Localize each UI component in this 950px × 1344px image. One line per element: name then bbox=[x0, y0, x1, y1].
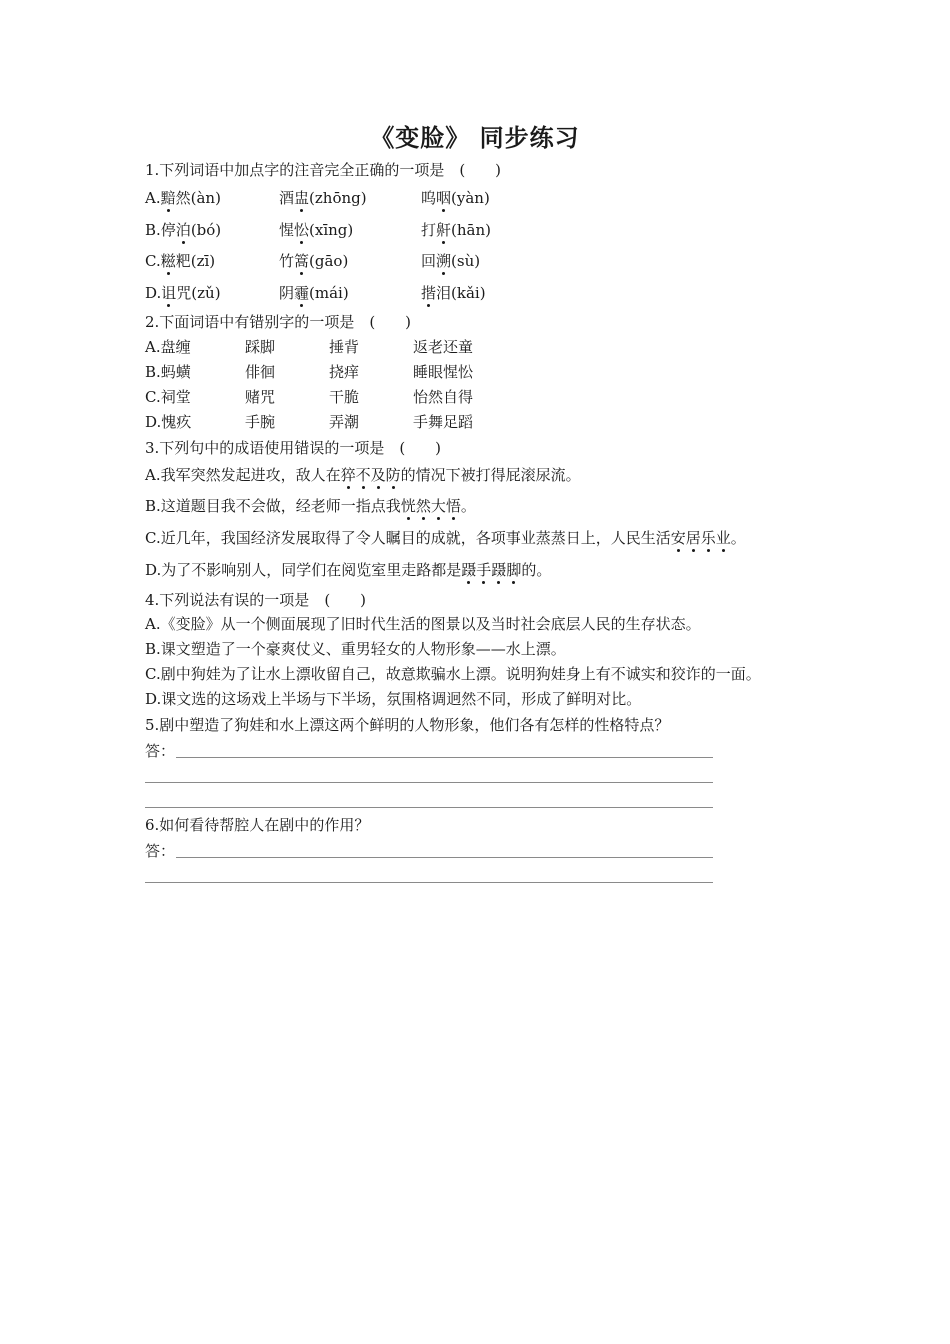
q6-answer-line-2[interactable] bbox=[145, 882, 713, 883]
q3-option-c: C.近几年，我国经济发展取得了令人瞩目的成就，各项事业蒸蒸日上，人民生活安居乐业。 bbox=[145, 529, 746, 547]
q2-option-a: A.盘缠 踩脚 捶背 返老还童 bbox=[145, 338, 474, 356]
emphasis-char: 乐 bbox=[700, 529, 716, 547]
emphasis-char: 不 bbox=[355, 466, 371, 484]
emphasis-char: 悟 bbox=[445, 497, 461, 515]
q3-option-a: A.我军突然发起进攻，敌人在猝不及防的情况下被打得屁滚尿流。 bbox=[145, 466, 581, 484]
emphasis-char: 手 bbox=[476, 561, 492, 579]
q1-option-c: C.糍粑(zī) 竹篙(gāo) 回溯(sù) bbox=[145, 252, 481, 270]
q1-stem: 1.下列词语中加点字的注音完全正确的一项是 ( ) bbox=[145, 161, 502, 179]
q3-option-b: B.这道题目我不会做，经老师一指点我恍然大悟。 bbox=[145, 497, 476, 515]
q3-a-idiom bbox=[341, 466, 401, 484]
emphasis-char: 大 bbox=[430, 497, 446, 515]
q3-c-idiom bbox=[671, 529, 731, 547]
q4-option-b: B.课文塑造了一个豪爽仗义、重男轻女的人物形象——水上漂。 bbox=[145, 640, 566, 658]
q2-stem: 2.下面词语中有错别字的一项是 ( ) bbox=[145, 313, 412, 331]
emphasis-char: 居 bbox=[685, 529, 701, 547]
page-title: 《变脸》 同步练习 bbox=[370, 124, 580, 152]
q2-option-b: B.蚂蟥 俳徊 挠痒 睡眼惺忪 bbox=[145, 363, 474, 381]
emphasis-char: 恍 bbox=[400, 497, 416, 515]
q5-answer-label: 答： bbox=[145, 742, 176, 760]
q2-option-d: D.愧疚 手腕 弄潮 手舞足蹈 bbox=[145, 413, 474, 431]
q1-option-a: A.黯然(àn) 酒盅(zhōng) 呜咽(yàn) bbox=[145, 189, 490, 207]
emphasis-char: 蹑 bbox=[461, 561, 477, 579]
q5-stem: 5.剧中塑造了狗娃和水上漂这两个鲜明的人物形象，他们各有怎样的性格特点？ bbox=[145, 716, 670, 734]
q3-stem: 3.下列句中的成语使用错误的一项是 ( ) bbox=[145, 439, 442, 457]
q2-option-c: C.祠堂 赌咒 干脆 怡然自得 bbox=[145, 388, 474, 406]
emphasis-char: 脚 bbox=[506, 561, 522, 579]
q3-option-d: D.为了不影响别人，同学们在阅览室里走路都是蹑手蹑脚的。 bbox=[145, 561, 552, 579]
emphasis-char: 防 bbox=[385, 466, 401, 484]
emphasis-char: 然 bbox=[415, 497, 431, 515]
q4-option-c: C.剧中狗娃为了让水上漂收留自己，故意欺骗水上漂。说明狗娃身上有不诚实和狡诈的一面。 bbox=[145, 665, 761, 683]
emphasis-char: 蹑 bbox=[491, 561, 507, 579]
q4-option-a: A.《变脸》从一个侧面展现了旧时代生活的图景以及当时社会底层人民的生存状态。 bbox=[145, 615, 701, 633]
q3-d-idiom bbox=[461, 561, 521, 579]
q5-answer-line-1[interactable] bbox=[176, 757, 713, 758]
emphasis-char: 猝 bbox=[340, 466, 356, 484]
q4-option-d: D.课文选的这场戏上半场与下半场，氛围格调迥然不同，形成了鲜明对比。 bbox=[145, 690, 642, 708]
q1-option-d: D.诅咒(zǔ) 阴霾(mái) 揩泪(kǎi) bbox=[145, 284, 486, 302]
emphasis-char: 安 bbox=[670, 529, 686, 547]
q1-option-b: B.停泊(bó) 惺忪(xīng) 打鼾(hān) bbox=[145, 221, 491, 239]
q5-answer-line-2[interactable] bbox=[145, 782, 713, 783]
q6-stem: 6.如何看待帮腔人在剧中的作用？ bbox=[145, 816, 370, 834]
q4-stem: 4.下列说法有误的一项是 ( ) bbox=[145, 591, 367, 609]
q3-b-idiom bbox=[401, 497, 461, 515]
q5-answer-line-3[interactable] bbox=[145, 807, 713, 808]
q6-answer-line-1[interactable] bbox=[176, 857, 713, 858]
q6-answer-label: 答： bbox=[145, 842, 176, 860]
emphasis-char: 及 bbox=[370, 466, 386, 484]
emphasis-char: 业 bbox=[715, 529, 731, 547]
